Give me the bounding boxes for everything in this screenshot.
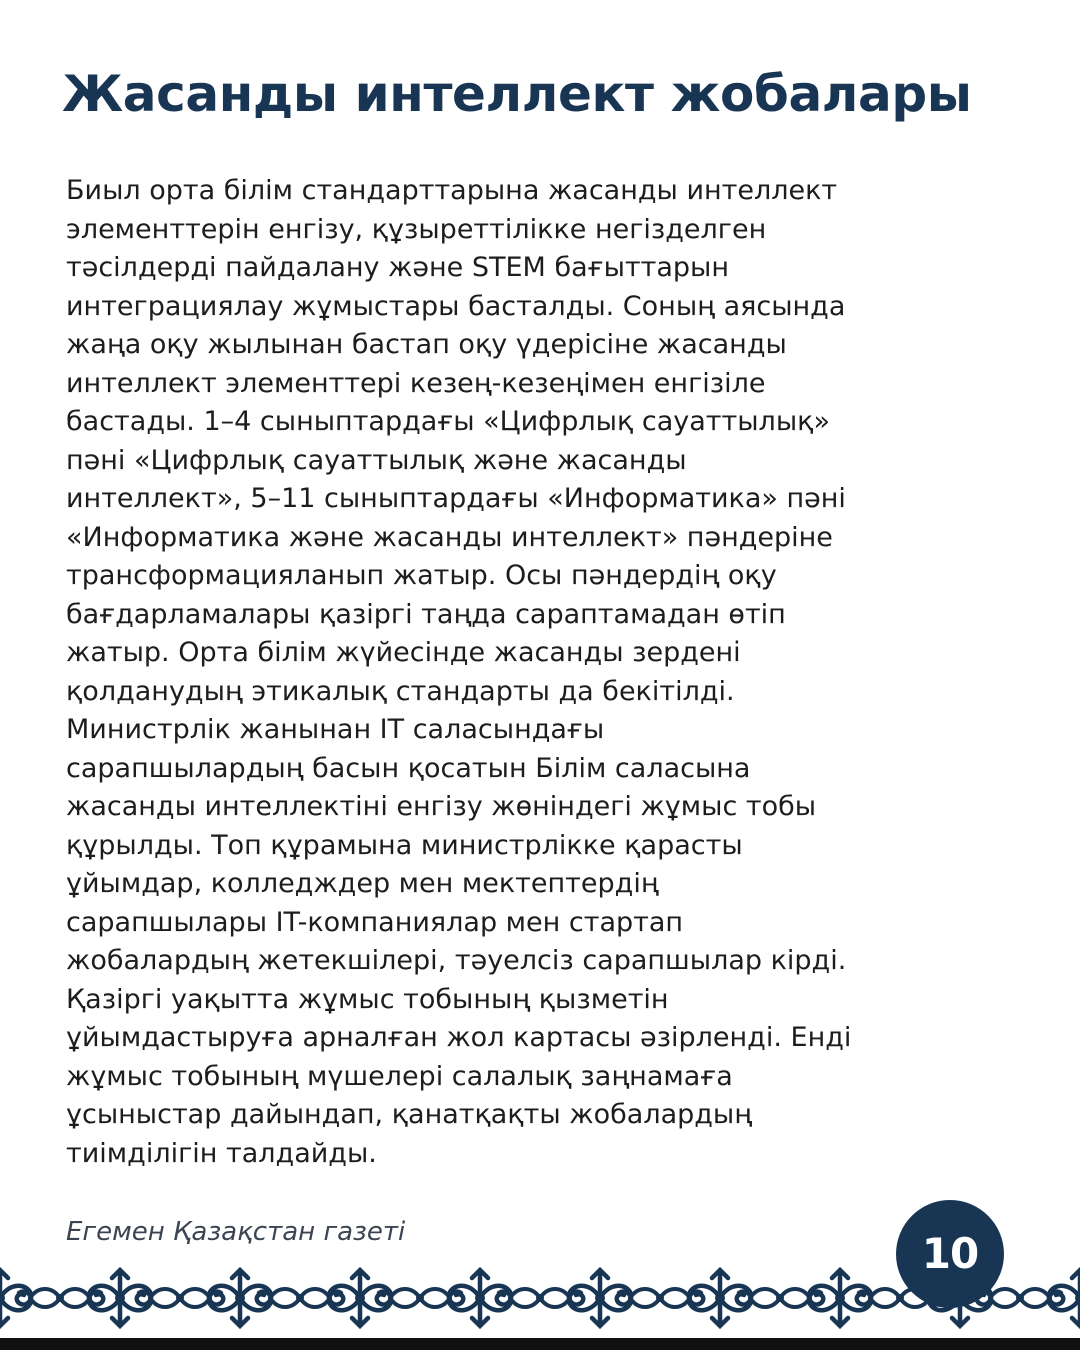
body-line: сарапшылардың басын қосатын Білім саласына <box>66 752 751 784</box>
body-line: Министрлік жанынан IT саласындағы <box>66 714 605 745</box>
bottom-divider <box>0 1338 1080 1350</box>
body-line: жасанды интеллектіні енгізу жөніндегі жұмыс тобы <box>66 791 817 822</box>
body-line: бастады. 1–4 сыныптардағы «Цифрлық сауаттылық» <box>66 406 830 437</box>
body-line: интеллект», 5–11 сыныптардағы «Информатика» пәні <box>66 483 846 514</box>
source-caption: Егемен Қазақстан газеті <box>66 1217 406 1247</box>
body-line: сарапшылары IT-компаниялар мен стартап <box>66 906 684 938</box>
page-number-badge: 10 <box>896 1200 1004 1308</box>
body-line: тәсілдерді пайдалану және STEM бағыттарын <box>66 252 730 283</box>
body-line: интеллект элементтері кезең-кезеңімен енгізіле <box>66 367 766 399</box>
body-line: жаңа оқу жылынан бастап оқу үдерісіне жасанды <box>66 329 787 360</box>
body-line: жатыр. Орта білім жүйесінде жасанды зерденi <box>66 637 741 668</box>
body-line: тиімділігін талдайды. <box>66 1137 377 1169</box>
body-line: Биыл орта білім стандарттарына жасанды интеллект <box>66 175 838 206</box>
body-line: ұйымдастыруға арналған жол картасы әзірленді. Енді <box>66 1022 852 1053</box>
body-line: «Информатика және жасанды интеллект» пәндеріне <box>66 521 833 553</box>
page-title: Жасанды интеллект жобалары <box>62 65 972 123</box>
body-line: Қазіргі уақытта жұмыс тобының қызметін <box>66 983 669 1015</box>
body-line: элементтерін енгізу, құзыреттілікке негізделген <box>66 213 767 245</box>
body-line: интеграциялау жұмыстары басталды. Соның аясында <box>66 290 846 322</box>
body-line: ұсыныстар дайындап, қанатқақты жобалардың <box>66 1099 753 1130</box>
body-line: жұмыс тобының мүшелері салалық заңнамаға <box>66 1060 733 1092</box>
body-line: ұйымдар, колледждер мен мектептердің <box>66 868 659 899</box>
body-line: құрылды. Топ құрамына министрлікке қарасты <box>66 829 743 861</box>
body-line: жобалардың жетекшілері, тәуелсіз сарапшылар кірді. <box>66 945 847 976</box>
body-line: трансформацияланып жатыр. Осы пәндердің оқу <box>66 560 777 591</box>
body-line: қолданудың этикалық стандарты да бекітілді. <box>66 675 735 707</box>
body-line: бағдарламалары қазіргі таңда сараптамадан өтіп <box>66 598 786 630</box>
body-line: пәні «Цифрлық сауаттылық және жасанды <box>66 444 687 476</box>
article-body <box>66 172 1006 1173</box>
